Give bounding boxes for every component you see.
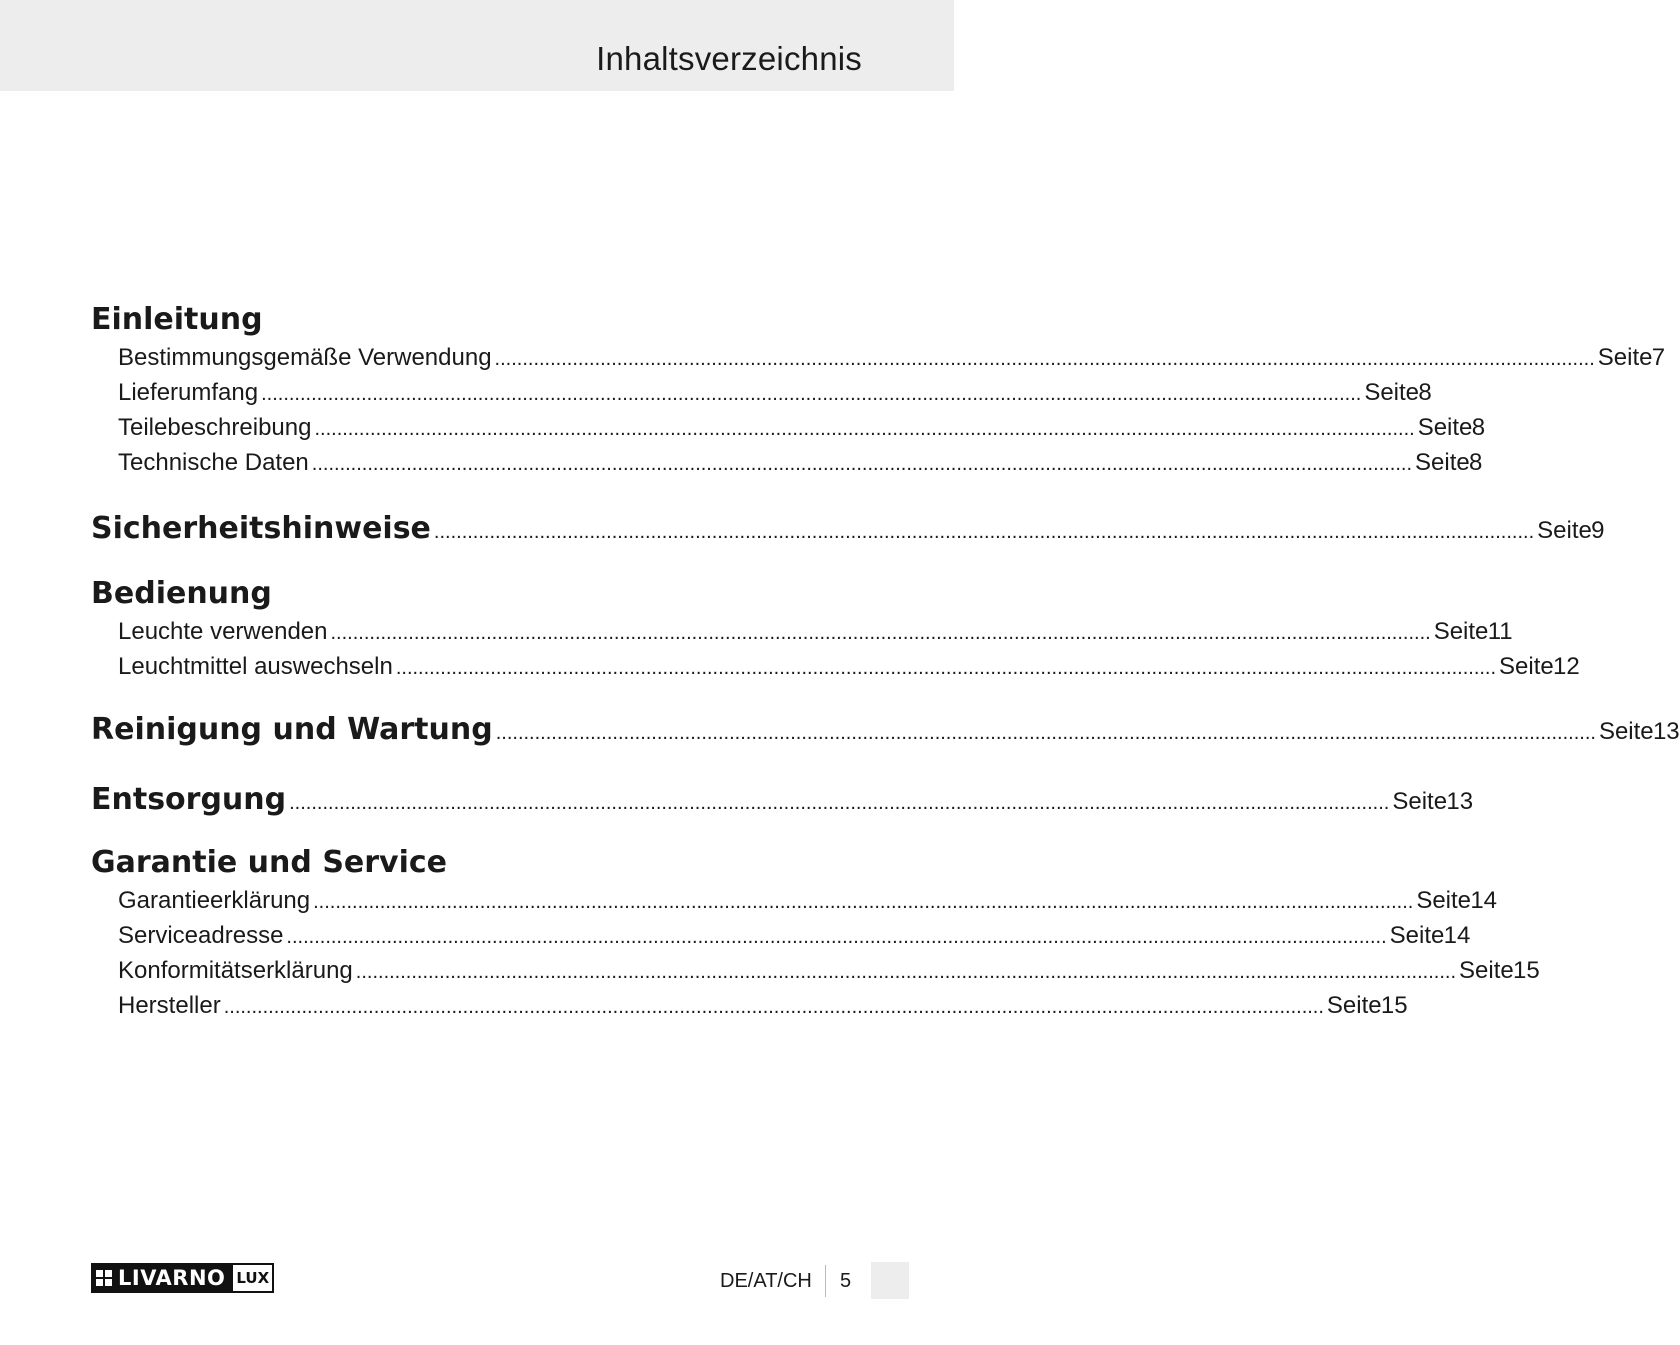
toc-heading-einleitung: Einleitung (91, 302, 263, 337)
toc-entry-label: Lieferumfang (118, 379, 259, 406)
table-of-contents (91, 300, 1680, 1023)
toc-heading-page: 13 (1446, 788, 1474, 815)
seite-label: Seite (1326, 992, 1382, 1019)
toc-entry-label: Teilebeschreibung (118, 414, 312, 441)
logo-mark-icon (96, 1270, 112, 1286)
dot-leader: ...................................................................................................................................................................................................... (223, 996, 1324, 1018)
page-title: Inhaltsverzeichnis (596, 40, 862, 77)
dot-leader: ...................................................................................................................................................................................................... (311, 453, 1412, 475)
toc-entry[interactable] (91, 410, 1486, 445)
dot-leader: ...................................................................................................................................................................................................... (313, 891, 1414, 913)
seite-label: Seite (1389, 922, 1445, 949)
dot-leader: ...................................................................................................................................................................................................... (289, 792, 1390, 814)
dot-leader: ...................................................................................................................................................................................................... (355, 961, 1456, 983)
toc-entry-page: 8 (1471, 414, 1486, 441)
dot-leader: ...................................................................................................................................................................................................... (330, 622, 1431, 644)
logo-text: LIVARNO (118, 1266, 226, 1290)
toc-entry[interactable] (91, 918, 1471, 953)
dot-leader: ...................................................................................................................................................................................................... (286, 926, 1387, 948)
toc-entry[interactable] (91, 340, 1666, 375)
seite-label: Seite (1415, 449, 1470, 476)
toc-entry-page: 7 (1651, 344, 1666, 371)
toc-entry[interactable] (91, 988, 1408, 1023)
logo-main (91, 1263, 231, 1293)
toc-entry-label: Konformitätserklärung (118, 957, 353, 984)
dot-leader: ...................................................................................................................................................................................................... (314, 418, 1415, 440)
toc-entry-page: 11 (1487, 618, 1513, 645)
logo-sub: LUX (231, 1263, 274, 1293)
toc-heading-label: Entsorgung (91, 782, 287, 817)
toc-entry-page: 15 (1513, 957, 1540, 984)
toc-heading-page: 13 (1652, 718, 1680, 745)
toc-entry-label: Technische Daten (118, 449, 309, 476)
seite-label: Seite (1416, 887, 1472, 914)
seite-label: Seite (1364, 379, 1420, 406)
toc-entry-page: 15 (1380, 992, 1408, 1019)
brand-logo (91, 1263, 274, 1293)
toc-heading-sicherheitshinweise[interactable] (91, 506, 1605, 552)
toc-entry[interactable] (91, 953, 1540, 988)
toc-entry-label: Leuchtmittel auswechseln (118, 653, 393, 680)
toc-entry-page: 14 (1470, 887, 1498, 914)
toc-entry[interactable] (91, 445, 1483, 480)
toc-heading-entsorgung[interactable] (91, 777, 1474, 823)
toc-heading-reinigung-und-wartung[interactable] (91, 707, 1680, 753)
toc-entry-label: Bestimmungsgemäße Verwendung (118, 344, 492, 371)
toc-heading-page: 9 (1591, 517, 1605, 544)
toc-entry[interactable] (91, 375, 1432, 410)
toc-entry-label: Leuchte verwenden (118, 618, 328, 645)
toc-entry-page: 8 (1418, 379, 1432, 406)
dot-leader: ...................................................................................................................................................................................................... (261, 383, 1362, 405)
toc-entry-label: Serviceadresse (118, 922, 284, 949)
toc-entry[interactable] (91, 614, 1513, 649)
dot-leader: ...................................................................................................................................................................................................... (495, 722, 1596, 744)
toc-entry[interactable] (91, 649, 1580, 684)
toc-heading-garantie-und-service: Garantie und Service (91, 845, 448, 880)
seite-label: Seite (1433, 618, 1489, 645)
footer-box (871, 1262, 909, 1299)
seite-label: Seite (1537, 517, 1592, 544)
seite-label: Seite (1392, 788, 1448, 815)
seite-label: Seite (1417, 414, 1473, 441)
toc-heading-label: Reinigung und Wartung (91, 712, 493, 747)
seite-label: Seite (1499, 653, 1554, 680)
dot-leader: ...................................................................................................................................................................................................... (433, 521, 1535, 543)
region-label: DE/AT/CH (720, 1270, 812, 1292)
dot-leader: ...................................................................................................................................................................................................... (494, 348, 1595, 370)
toc-heading-bedienung: Bedienung (91, 576, 272, 611)
toc-entry-page: 14 (1443, 922, 1471, 949)
seite-label: Seite (1459, 957, 1514, 984)
seite-label: Seite (1597, 344, 1653, 371)
toc-entry-page: 8 (1469, 449, 1483, 476)
toc-entry-label: Garantieerklärung (118, 887, 311, 914)
toc-heading-label: Sicherheitshinweise (91, 511, 431, 546)
footer-divider (825, 1265, 826, 1297)
page-number: 5 (840, 1270, 852, 1292)
toc-entry[interactable] (91, 883, 1498, 918)
seite-label: Seite (1598, 718, 1654, 745)
toc-entry-page: 12 (1553, 653, 1580, 680)
toc-entry-label: Hersteller (118, 992, 221, 1019)
dot-leader: ...................................................................................................................................................................................................... (395, 657, 1497, 679)
